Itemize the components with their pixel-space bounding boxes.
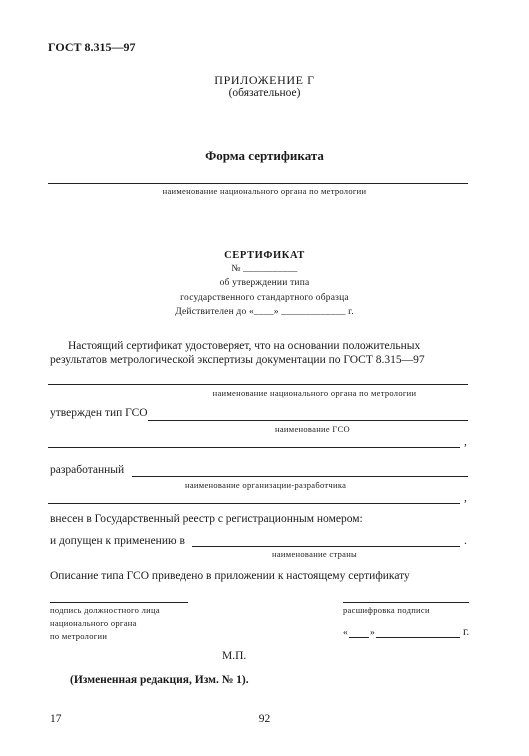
national-body-caption: наименование национального органа по метрологии	[162, 186, 367, 196]
signature-decode-line	[343, 602, 469, 603]
appendix-note: (обязательное)	[228, 87, 301, 99]
certificate-line2: государственного стандартного образца	[180, 293, 349, 303]
date-mid: »	[370, 628, 375, 638]
gso-caption: наименование ГСО	[275, 424, 350, 434]
date-suffix: г.	[463, 626, 470, 638]
standard-header: ГОСТ 8.315—97	[48, 40, 136, 54]
developer-line-2	[48, 503, 460, 504]
amendment-note: (Измененная редакция, Изм. № 1).	[70, 674, 249, 686]
date-day-line	[349, 637, 369, 638]
developer-caption: наименование организации-разработчика	[185, 480, 347, 490]
developer-line	[132, 476, 468, 477]
form-title: Форма сертификата	[205, 148, 324, 163]
admitted-label: и допущен к применению в	[50, 535, 185, 547]
certificate-line1: об утверждении типа	[219, 278, 310, 288]
country-line	[192, 546, 460, 547]
footer-left-number: 17	[50, 713, 62, 725]
signature-line	[50, 602, 188, 603]
national-body-line	[48, 183, 468, 184]
national-body-line-2	[48, 384, 468, 385]
signature-caption-2: национального органа	[50, 618, 137, 628]
comma-1: ,	[464, 436, 467, 448]
country-caption: наименование страны	[272, 549, 358, 559]
gso-line	[148, 420, 468, 421]
certificate-title: СЕРТИФИКАТ	[224, 250, 305, 261]
signature-caption-3: по метрологии	[50, 631, 108, 641]
signature-decode-caption: расшифровка подписи	[343, 605, 430, 615]
appendix-title: ПРИЛОЖЕНИЕ Г	[214, 73, 315, 87]
comma-2: ,	[464, 492, 467, 504]
certificate-number: № ___________	[231, 264, 298, 274]
certificate-paragraph: Настоящий сертификат удостоверяет, что на основании положительных результатов метрологической экспертизы документации по ГОСТ 8.315—97	[50, 340, 425, 366]
stamp-label: М.П.	[222, 650, 247, 662]
registry-text: внесен в Государственный реестр с регистрационным номером:	[50, 513, 363, 525]
certificate-validity: Действителен до «____» _____________ г.	[175, 307, 354, 317]
developed-label: разработанный	[50, 464, 125, 476]
period: .	[464, 535, 467, 547]
date-open: «	[343, 628, 348, 638]
page-number: 92	[258, 713, 271, 725]
approved-label: утвержден тип ГСО	[50, 407, 148, 419]
signature-caption-1: подпись должностного лица	[50, 605, 160, 615]
national-body-caption-2: наименование национального органа по метрологии	[212, 388, 417, 398]
description-text: Описание типа ГСО приведено в приложении к настоящему сертификату	[50, 570, 410, 582]
date-month-line	[376, 637, 460, 638]
gso-line-2	[48, 447, 460, 448]
